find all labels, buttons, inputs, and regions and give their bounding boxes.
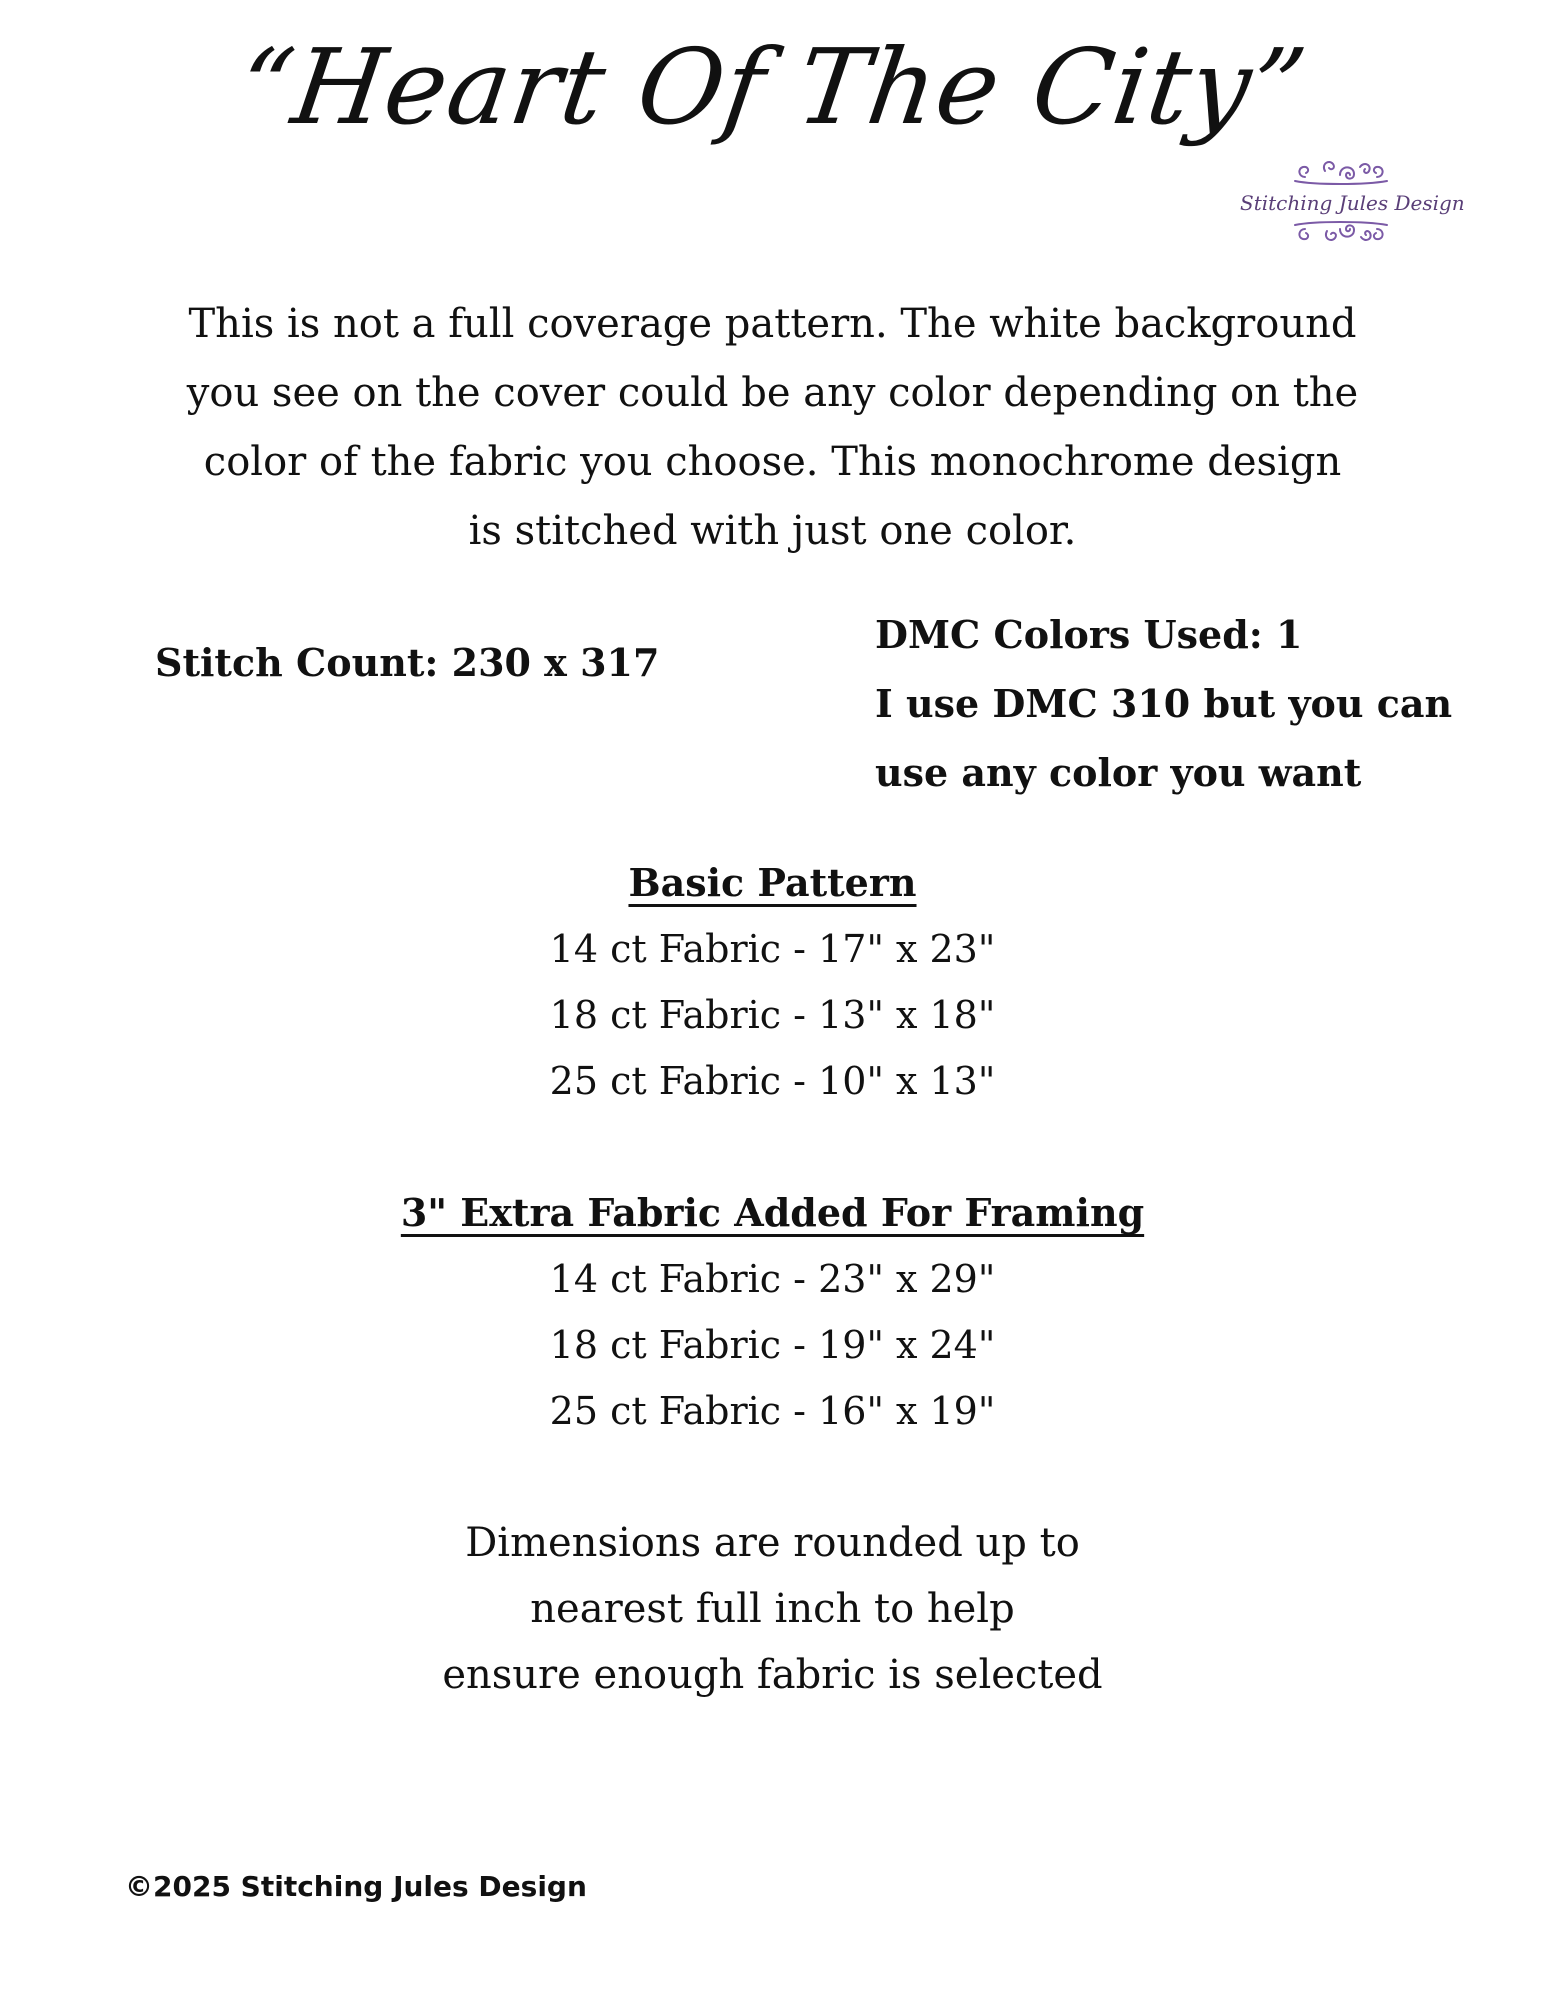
fabric-size-row: 25 ct Fabric - 16" x 19": [549, 1389, 996, 1433]
extra-fabric-heading: 3" Extra Fabric Added For Framing: [400, 1190, 1145, 1235]
note-line: ensure enough fabric is selected: [442, 1652, 1103, 1698]
swirl-ornament-icon: [1285, 217, 1395, 251]
basic-pattern-section: [0, 850, 1545, 1114]
intro-line: you see on the cover could be any color depending on the: [186, 370, 1359, 416]
dmc-colors-info: [875, 600, 1452, 807]
note-line: nearest full inch to help: [530, 1586, 1015, 1632]
copyright-footer: ©2025 Stitching Jules Design: [125, 1870, 587, 1903]
fabric-size-row: 25 ct Fabric - 10" x 13": [549, 1059, 996, 1103]
intro-paragraph: [150, 290, 1395, 566]
intro-line: is stitched with just one color.: [468, 508, 1077, 554]
intro-line: color of the fabric you choose. This monochrome design: [203, 439, 1342, 485]
fabric-size-row: 18 ct Fabric - 19" x 24": [549, 1323, 996, 1367]
dimensions-note: [0, 1510, 1545, 1708]
swirl-ornament-icon: [1285, 155, 1395, 189]
basic-pattern-heading: Basic Pattern: [628, 860, 917, 905]
extra-fabric-section: [0, 1180, 1545, 1444]
stitch-count: Stitch Count: 230 x 317: [155, 640, 660, 685]
intro-line: This is not a full coverage pattern. The white background: [188, 301, 1357, 347]
brand-logo: [1240, 155, 1465, 265]
dmc-line: DMC Colors Used: 1: [875, 612, 1303, 657]
dmc-line: use any color you want: [875, 750, 1362, 795]
logo-text: Stitching Jules Design: [1240, 191, 1465, 215]
fabric-size-row: 14 ct Fabric - 23" x 29": [549, 1257, 996, 1301]
fabric-size-row: 14 ct Fabric - 17" x 23": [549, 927, 996, 971]
page-title: “Heart Of The City”: [231, 26, 1314, 148]
note-line: Dimensions are rounded up to: [465, 1520, 1080, 1566]
dmc-line: I use DMC 310 but you can: [875, 681, 1453, 726]
fabric-size-row: 18 ct Fabric - 13" x 18": [549, 993, 996, 1037]
